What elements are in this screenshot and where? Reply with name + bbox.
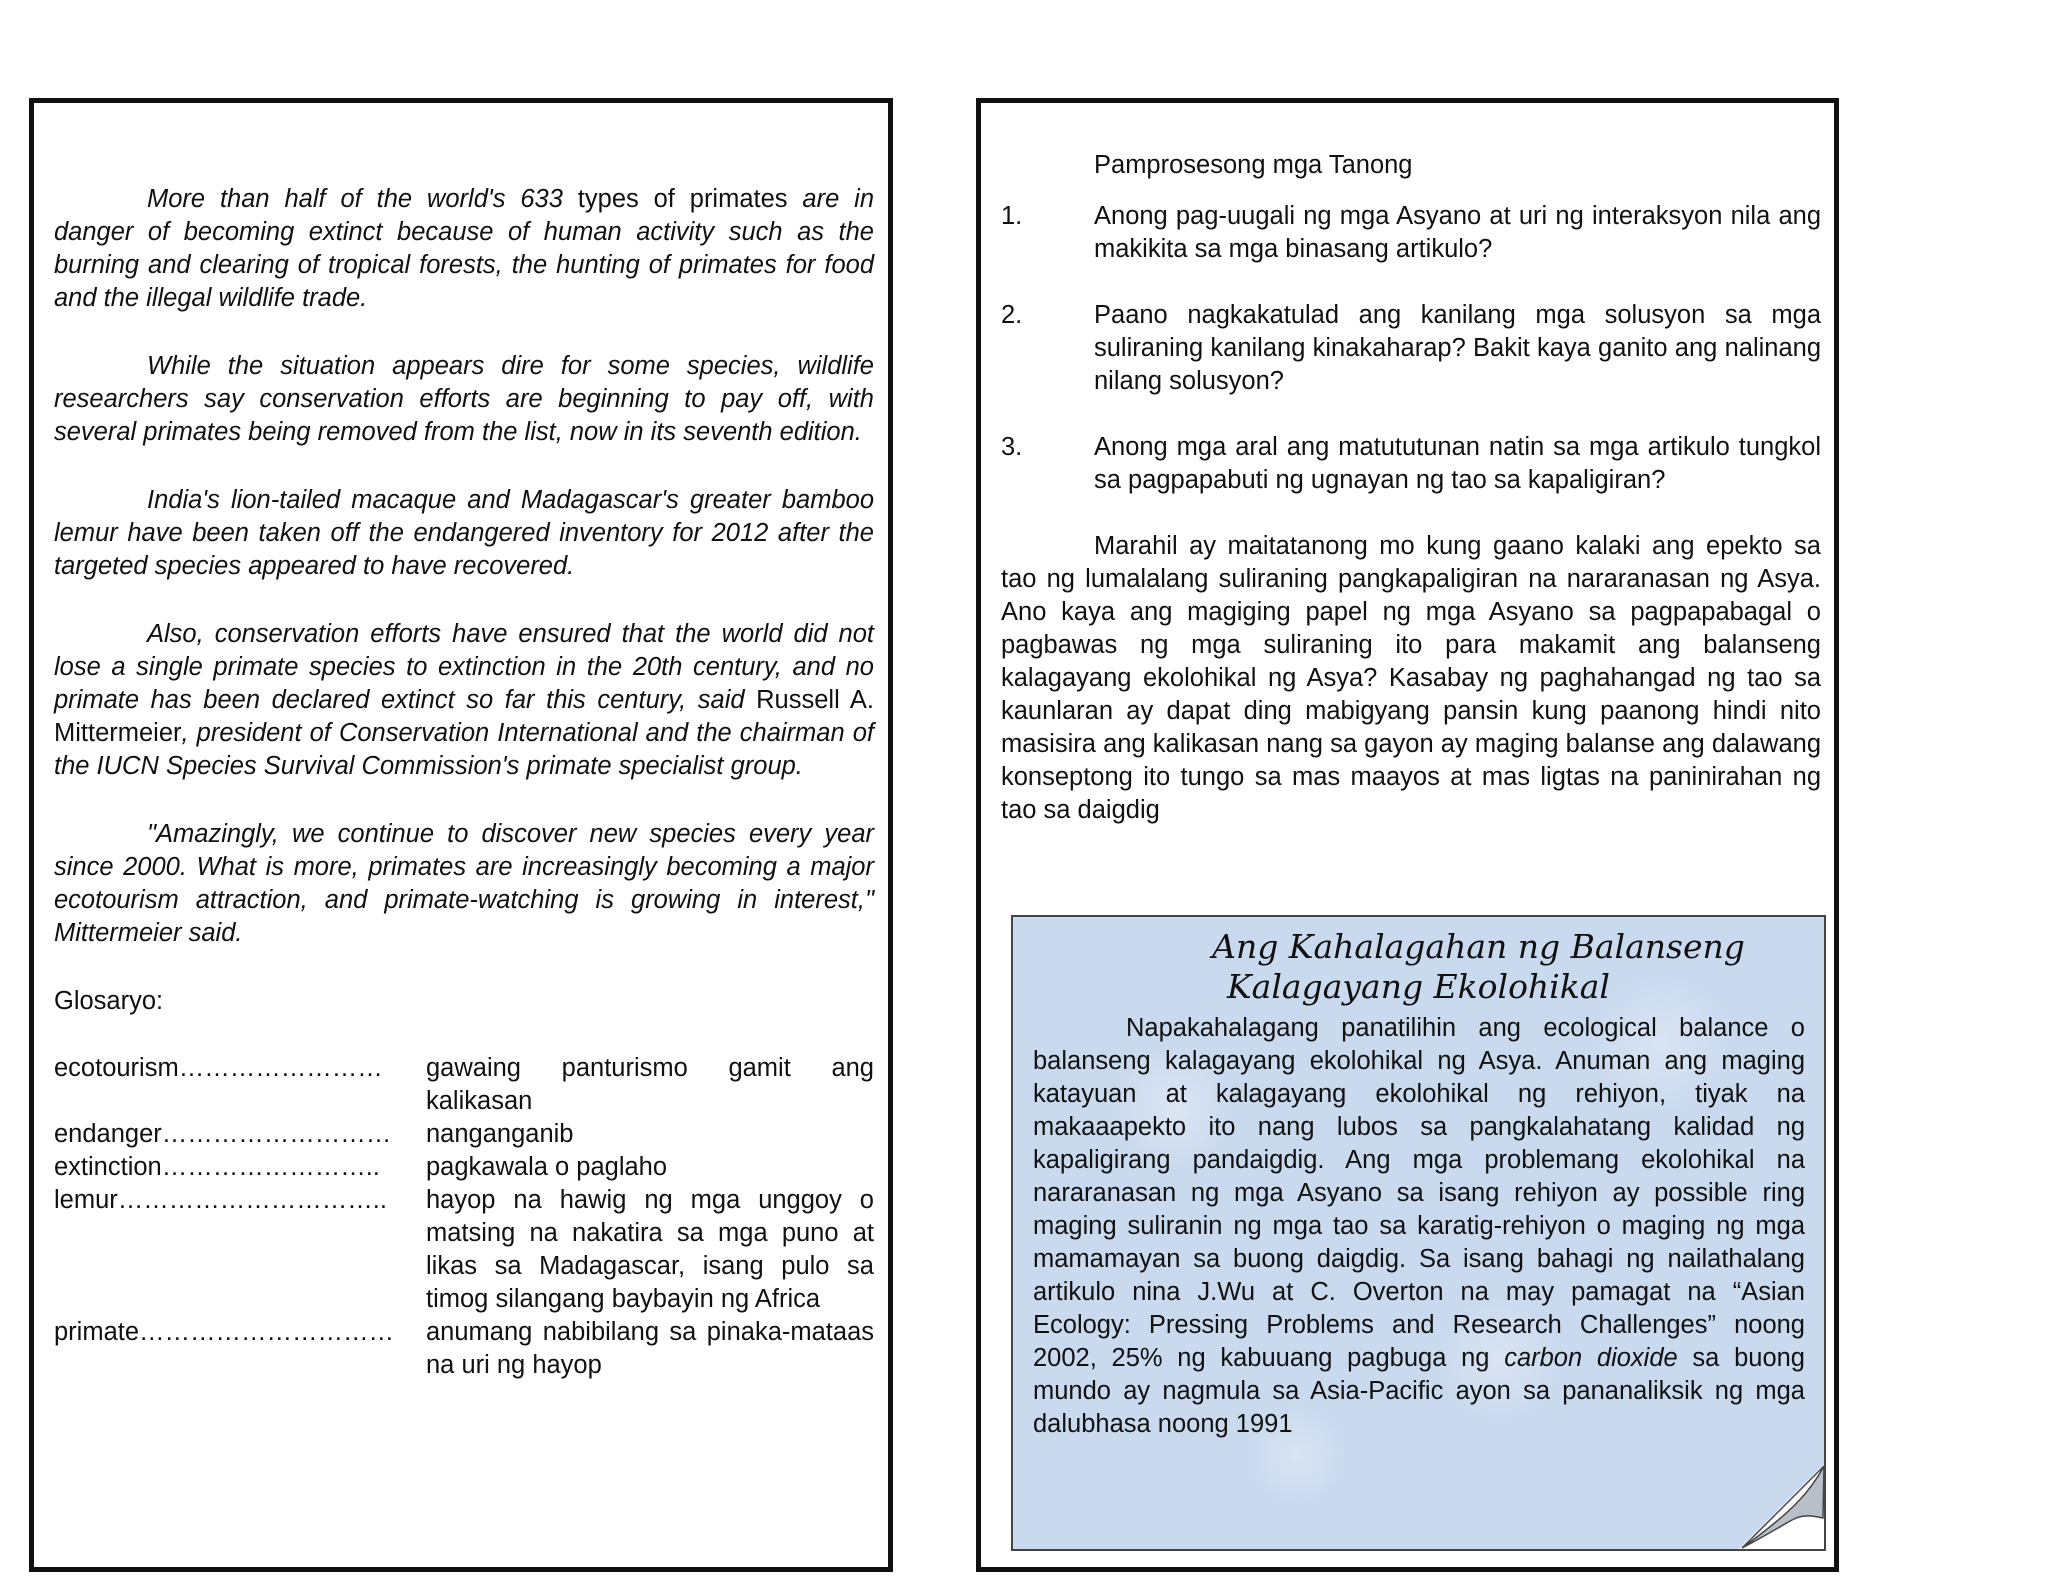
text-span: More than half of the world's 633 [147,185,578,213]
left-page [29,98,893,1572]
right-page [976,98,1839,1572]
text-span: , president of Conservation International and the chairman of the IUCN Species Survival Commission's primate specialist group. [54,719,874,780]
glossary-entry-endanger [54,1118,874,1151]
question-number: 2. [1001,301,1023,329]
question-item [1001,431,1821,497]
glossary-title: Glosaryo: [54,987,164,1015]
glossary-entry-lemur [54,1184,874,1316]
glossary-definition: anumang nabibilang sa pinaka-mataas na uri ng hayop [426,1318,874,1379]
text-span: India's lion-tailed macaque and Madagascar's greater bamboo lemur have been taken off the endangered inventory for 2012 after the targeted species appeared to have recovered. [54,486,874,580]
text-span: are in danger of becoming extinct because of human activity such as the burning and clearing of tropical forests, the hunting of primates for food and the illegal wildlife trade. [54,185,875,312]
glossary-term: extinction…………………….. [54,1153,380,1181]
glossary-entry-primate [54,1316,874,1382]
question-number: 3. [1001,433,1023,461]
infobox-title-line: Kalagayang Ekolohikal [1227,967,1610,1006]
glossary-definition: hayop na hawig ng mga unggoy o matsing na nakatira sa mga puno at likas sa Madagascar, isang pulo sa timog silangang baybayin ng Africa [426,1186,874,1313]
question-number: 1. [1001,202,1023,230]
infobox-ecological-balance [1011,915,1826,1551]
text-span-italic: carbon dioxide [1504,1344,1678,1372]
text-span: Napakahalagang panatilihin ang ecological balance o balanseng kalagayang ekolohikal ng Asya. Anuman ang maging katayuan at kalagayang ekolohikal ng rehiyon, tiyak na makaaapekto ito nang lubos sa pangkalahatang kalidad ng kapaligirang pandaigdig. Ang mga problemang ekolohikal na nararanasan ng mga Asyano sa isang rehiyon ay possible ring maging suliranin ng mga tao sa karatig-rehiyon o maging ng mga mamamayan sa buong daigdig. Sa isang bahagi ng nailathalang artikulo nina J.Wu at C. Overton na may pamagat na “Asian Ecology: Pressing Problems and Research Challenges” noong 2002, 25% ng kabuuang pagbuga ng [1033,1014,1805,1372]
glossary-definition: nanganganib [426,1120,574,1148]
infobox-title [1013,927,1824,1007]
question-text: Paano nagkakatulad ang kanilang mga solusyon sa mga suliraning kanilang kinakaharap? Bakit kaya ganito ang nalinang nilang solusyon? [1094,301,1821,395]
infobox-title-line: Ang Kahalagahan ng Balanseng [1212,927,1745,966]
questions-title: Pamprosesong mga Tanong [1094,151,1413,179]
text-span: types of primates [577,185,788,213]
glossary-term: endanger……………………… [54,1120,392,1148]
text-span: "Amazingly, we continue to discover new species every year since 2000. What is more, primates are increasingly becoming a major ecotourism attraction, and primate-watching is growing in interest," Mittermeier said. [54,820,874,947]
question-item [1001,200,1821,266]
question-text: Anong mga aral ang matututunan natin sa mga artikulo tungkol sa pagpapabuti ng ugnayan ng tao sa kapaligiran? [1094,433,1821,494]
glossary-definition: pagkawala o paglaho [426,1153,668,1181]
glossary-entry-extinction [54,1151,874,1184]
text-span: Russell A. Mittermeier [54,686,874,747]
paragraph-conservation-efforts [54,350,874,449]
paragraph-quote [54,818,874,950]
text-span: Also, conservation efforts have ensured that the world did not lose a single primate species to extinction in the 20th century, and no primate has been declared extinct so far this century, said [54,620,874,714]
page-curl-icon [1739,1464,1824,1549]
essay-paragraph: Marahil ay maitatanong mo kung gaano kalaki ang epekto sa tao ng lumalalang suliraning pangkapaligiran na nararanasan ng Asya. Ano kaya ang magiging papel ng mga Asyano sa pagpapabagal o pagbawas ng mga suliraning ito para makamit ang balanseng kalagayang ekolohikal ng Asya? Kasabay ng paghahangad ng tao sa kaunlaran ay dapat ding mabigyang pansin kung paanong hindi nito masisira ang kalikasan nang sa gayon ay maging balanse ang dalawang konseptong ito tungo sa mas maayos at mas ligtas na paninirahan ng tao sa daigdig [1001,532,1821,824]
paragraph-primates-danger [54,183,874,315]
question-text: Anong pag-uugali ng mga Asyano at uri ng interaksyon nila ang makikita sa mga binasang artikulo? [1094,202,1821,263]
paragraph-mittermeier [54,618,874,783]
glossary-entry-ecotourism [54,1052,874,1118]
left-page-content [54,183,874,1382]
paragraph-macaque-lemur [54,484,874,583]
text-span: sa buong mundo ay nagmula sa Asia-Pacific ayon sa pananaliksik ng mga dalubhasa noong 1991 [1033,1344,1805,1438]
question-item [1001,299,1821,398]
glossary-definition: gawaing panturismo gamit ang kalikasan [426,1054,874,1115]
right-page-content [1001,149,1821,827]
infobox-body [1033,1012,1805,1467]
glossary-term: lemur………………………….. [54,1186,387,1214]
glossary-term: primate………………………… [54,1318,395,1346]
glossary-term: ecotourism…………………… [54,1054,383,1082]
text-span: While the situation appears dire for some species, wildlife researchers say conservation efforts are beginning to pay off, with several primates being removed from the list, now in its seventh edition. [54,352,874,446]
